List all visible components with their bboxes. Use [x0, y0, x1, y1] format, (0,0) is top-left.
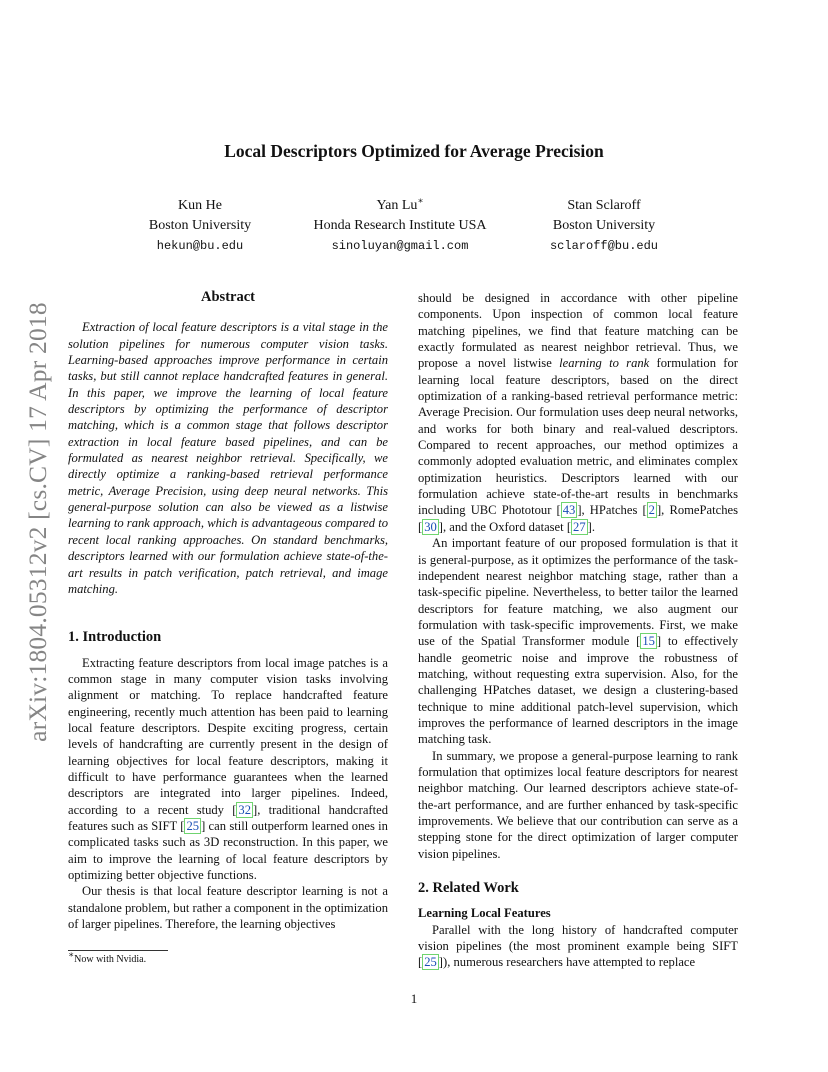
left-column	[68, 289, 388, 932]
footnote	[68, 949, 147, 966]
abstract	[68, 319, 388, 597]
paper-title: Local Descriptors Optimized for Average Precision	[224, 141, 604, 161]
author-footnote-mark: ∗	[417, 195, 424, 206]
page-number: 1	[410, 991, 418, 1006]
subsection-heading: Learning Local Features	[418, 906, 551, 921]
author-name: Stan Sclaroff	[567, 198, 641, 213]
arxiv-stamp: arXiv:1804.05312v2 [cs.CV] 17 Apr 2018	[23, 302, 52, 742]
author-block	[290, 196, 510, 256]
abstract-text: Extraction of local feature descriptors is a vital stage in the solution pipelines for numerous computer vision tasks. Learning-based approaches improve performance in certain tasks, but still cannot replace handcrafted features in general. In this paper, we improve the learning of local feature descriptors by optimizing the performance of descriptor matching, which is a common stage that follows descriptor extraction in local feature based pipelines, and can be formulated as nearest neighbor retrieval. Specifically, we directly optimize a ranking-based retrieval performance metric, Average Precision, using deep neural networks. This general-purpose solution can also be viewed as a listwise learning to rank approach, which is advantageous compared to recent local ranking approaches. On standard benchmarks, descriptors learned with our formulation achieve state-of-the-art results in patch verification, patch retrieval, and image matching.	[68, 320, 388, 596]
footnote-rule	[68, 950, 168, 951]
section-heading-related-work: 2. Related Work	[418, 880, 519, 897]
related-paragraph-1: Parallel with the long history of handcrafted computer vision pipelines (the most prominent example being SIFT [ 25 ]), numerous researchers have attempted to replace	[418, 922, 738, 970]
author-name: Yan Lu	[376, 198, 418, 213]
citation-link[interactable]: 15	[642, 634, 655, 649]
footnote-text: Now with Nvidia.	[74, 954, 147, 965]
citation-link[interactable]: 25	[424, 955, 437, 970]
section-heading-introduction: 1. Introduction	[68, 629, 162, 646]
right-column	[418, 290, 738, 971]
citation-link[interactable]: 25	[186, 818, 200, 833]
author-email[interactable]: sinoluyan@gmail.com	[331, 239, 469, 253]
citation-link[interactable]: 30	[424, 519, 437, 534]
intro-paragraph-2-continued: should be designed in accordance with other pipeline components. Upon inspection of common local feature matching pipelines, we find that feature matching can be exactly formulated as nearest neighbor retrieval. Thus, we propose a novel listwise learning to rank formulation for learning local feature descriptors, based on the direct optimization of a ranking-based retrieval performance metric: Average Precision. Our formulation uses deep neural networks, and works for both binary and real-valued descriptors. Compared to recent approaches, our method optimizes a commonly adopted evaluation metric, and eliminates complex optimization heuristics. Descriptors learned with our formulation achieve state-of-the-art results in benchmarks including UBC Phototour [ 43 ], HPatches [ 2 ], RomePatches [ 30 ], and the Oxford dataset [ 27 ].	[418, 291, 738, 534]
author-name: Kun He	[178, 198, 222, 213]
author-block	[128, 196, 272, 256]
author-email[interactable]: sclaroff@bu.edu	[549, 239, 659, 253]
intro-paragraph-2: Our thesis is that local feature descriptor learning is not a standalone problem, but rather a component in the optimization of larger pipelines. Therefore, the learning objectives	[68, 884, 389, 932]
citation-link[interactable]: 32	[238, 802, 252, 817]
citation-link[interactable]: 2	[648, 503, 655, 518]
citation-link[interactable]: 27	[573, 519, 586, 534]
intro-paragraph-3: An important feature of our proposed formulation is that it is general-purpose, as it optimizes the performance of the task-independent nearest neighbor matching stage, rather than a task-specific pipeline. Nevertheless, to better tailor the learned descriptors for feature matching, we also augment our formulation with task-specific improvements. First, we make use of the Spatial Transformer module [ 15 ] to effectively handle geometric noise and improve the robustness of matching, without requesting extra supervision. Also, for the challenging HPatches dataset, we design a clustering-based technique to mine additional patch-level supervision, which improves the performance of learned descriptors in the image matching task.	[418, 536, 739, 747]
intro-paragraph-1: Extracting feature descriptors from local image patches is a common stage in many computer vision tasks involving alignment or matching. To replace handcrafted feature engineering, recently much attention has been paid to learning local feature descriptors. Despite exciting progress, certain levels of handcrafting are currently present in the design of learning objectives for local feature descriptors, making it difficult to have performance guarantees when the learned descriptors are integrated into larger pipelines. Indeed, according to a recent study [ 32 ], traditional handcrafted features such as SIFT [ 25 ] can still outperform learned ones in complicated tasks such as 3D reconstruction. In this paper, we aim to improve the learning of local feature descriptors by optimizing better objective functions.	[68, 655, 389, 882]
author-affiliation: Boston University	[148, 218, 252, 233]
author-block	[532, 196, 676, 256]
intro-paragraph-4: In summary, we propose a general-purpose learning to rank formulation that optimizes local feature descriptors for nearest neighbor matching. Our learned descriptors achieve state-of-the-art performance, and are further enhanced by task-specific improvements. We believe that our contribution can serve as a stepping stone for the direct optimization of larger computer vision pipelines.	[418, 748, 738, 861]
author-name-row	[290, 196, 510, 216]
author-affiliation: Honda Research Institute USA	[313, 218, 487, 233]
author-affiliation: Boston University	[552, 218, 656, 233]
abstract-heading: Abstract	[201, 289, 255, 305]
footnote-mark: ∗	[68, 949, 75, 960]
author-email[interactable]: hekun@bu.edu	[156, 239, 244, 253]
citation-link[interactable]: 43	[562, 503, 576, 518]
